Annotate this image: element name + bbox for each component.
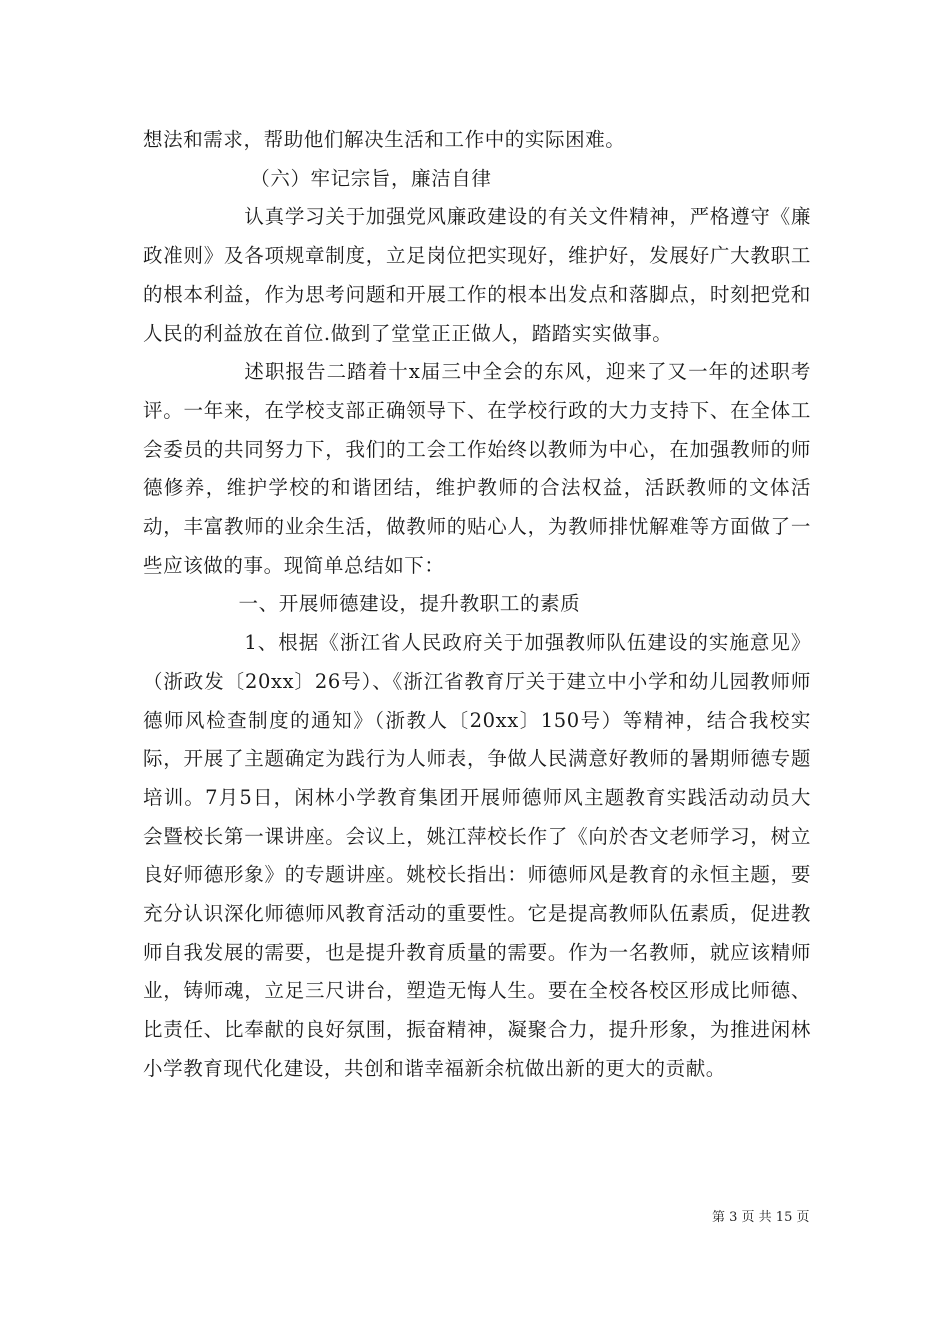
document-body <box>143 121 811 1089</box>
section-heading-one: 一、开展师德建设，提升教职工的素质 <box>238 592 581 616</box>
paragraph-integrity: 认真学习关于加强党风廉政建设的有关文件精神，严格遵守《廉政准则》及各项规章制度，立足岗位把实现好，维护好，发展好广大教职工的根本利益，作为思考问题和开展工作的根本出发点和落脚点，时刻把党和人民的利益放在首位.做到了堂堂正正做人，踏踏实实做事。 <box>143 205 811 345</box>
section-heading-six: （六）牢记宗旨，廉洁自律 <box>250 166 492 190</box>
page-number-footer: 第 3 页 共 15 页 <box>712 1210 810 1225</box>
paragraph-continuation: 想法和需求，帮助他们解决生活和工作中的实际困难。 <box>143 128 626 151</box>
paragraph-report-two-intro: 述职报告二踏着十x届三中全会的东风，迎来了又一年的述职考评。一年来，在学校支部正确领导下、在学校行政的大力支持下、在全体工会委员的共同努力下，我们的工会工作始终以教师为中心，在加强教师的师德修养，维护学校的和谐团结，维护教师的合法权益，活跃教师的文体活动，丰富教师的业余生活，做教师的贴心人，为教师排忧解难等方面做了一些应该做的事。现简单总结如下： <box>143 360 811 577</box>
paragraph-teacher-ethics: 1、根据《浙江省人民政府关于加强教师队伍建设的实施意见》（浙政发〔20xx〕26号）、《浙江省教育厅关于建立中小学和幼儿园教师师德师风检查制度的通知》（浙教人〔20xx〕150号）等精神，结合我校实际，开展了主题确定为践行为人师表，争做人民满意好教师的暑期师德专题培训。7月5日，闲林小学教育集团开展师德师风主题教育实践活动动员大会暨校长第一课讲座。会议上，姚江萍校长作了《向於杏文老师学习，树立良好师德形象》的专题讲座。姚校长指出：师德师风是教育的永恒主题，要充分认识深化师德师风教育活动的重要性。它是提高教师队伍素质，促进教师自我发展的需要，也是提升教育质量的需要。作为一名教师，就应该精师业，铸师魂，立足三尺讲台，塑造无悔人生。要在全校各校区形成比师德、比责任、比奉献的良好氛围，振奋精神，凝聚合力，提升形象，为推进闲林小学教育现代化建设，共创和谐幸福新余杭做出新的更大的贡献。 <box>143 631 811 1080</box>
